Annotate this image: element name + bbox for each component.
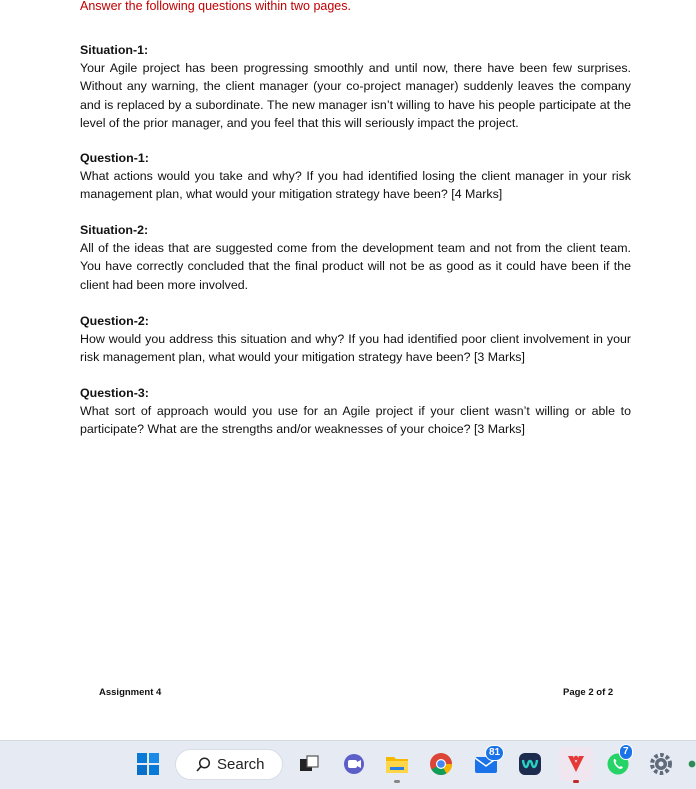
video-chat-icon [342, 752, 366, 776]
task-view-icon [298, 753, 320, 775]
question-2-section [80, 312, 631, 367]
partial-app-icon [688, 752, 696, 776]
active-app-button[interactable] [559, 747, 593, 781]
webex-icon [518, 752, 542, 776]
active-indicator [394, 780, 400, 783]
footer-left: Assignment 4 [99, 687, 162, 698]
mail-button[interactable] [473, 747, 501, 777]
section-text: What sort of approach would you use for an Agile project if your client wasn’t willing or able to participate? What are the strengths and/or weaknesses of your choice? [3 Marks] [80, 404, 631, 437]
situation-2-section [80, 221, 631, 294]
mail-badge: 81 [485, 745, 504, 761]
instruction-text: Answer the following questions within two pages. [80, 0, 351, 13]
taskbar [0, 740, 696, 789]
webex-button[interactable] [517, 751, 543, 777]
section-heading: Question-1: [80, 151, 149, 165]
question-1-section [80, 149, 631, 204]
app-icon [564, 752, 588, 776]
overflow-app-button[interactable] [688, 751, 696, 777]
section-text: What actions would you take and why? If you had identified losing the client manager in your risk management plan, what would your mitigation strategy have been? [4 Marks] [80, 169, 631, 202]
section-heading: Situation-1: [80, 43, 149, 57]
windows-icon [137, 753, 159, 775]
active-indicator [573, 780, 579, 783]
whatsapp-button[interactable] [605, 746, 631, 777]
section-text: All of the ideas that are suggested come from the development team and not from the client team. You have correctly concluded that the final product will not be as good as it could have been if the client had been more involved. [80, 241, 631, 292]
section-text: Your Agile project has been progressing smoothly and until now, there have been few surprises. Without any warning, the client manager (your co-project manager) suddenly leaves the company and is replaced by a subordinate. The new manager isn’t willing to have his people participate at the level of the prior manager, and you feel that this will seriously impact the project. [80, 61, 631, 130]
task-view-button[interactable] [296, 751, 322, 777]
search-label: Search [217, 756, 265, 773]
folder-icon [385, 753, 409, 775]
chrome-button[interactable] [428, 751, 454, 777]
taskbar-search[interactable] [175, 749, 283, 780]
search-icon [196, 757, 211, 772]
section-heading: Question-2: [80, 314, 149, 328]
gear-icon [649, 752, 673, 776]
start-button[interactable] [135, 751, 161, 777]
meet-button[interactable] [341, 751, 367, 777]
question-3-section [80, 384, 631, 439]
section-text: How would you address this situation and why? If you had identified poor client involvement in your risk management plan, what would your mitigation strategy have been? [3 Marks] [80, 332, 631, 365]
whatsapp-badge: 7 [619, 744, 633, 760]
chrome-icon [429, 752, 453, 776]
file-explorer-button[interactable] [384, 751, 410, 777]
settings-button[interactable] [648, 751, 674, 777]
situation-1-section [80, 41, 631, 132]
section-heading: Situation-2: [80, 223, 149, 237]
footer-right: Page 2 of 2 [563, 687, 614, 698]
section-heading: Question-3: [80, 386, 149, 400]
